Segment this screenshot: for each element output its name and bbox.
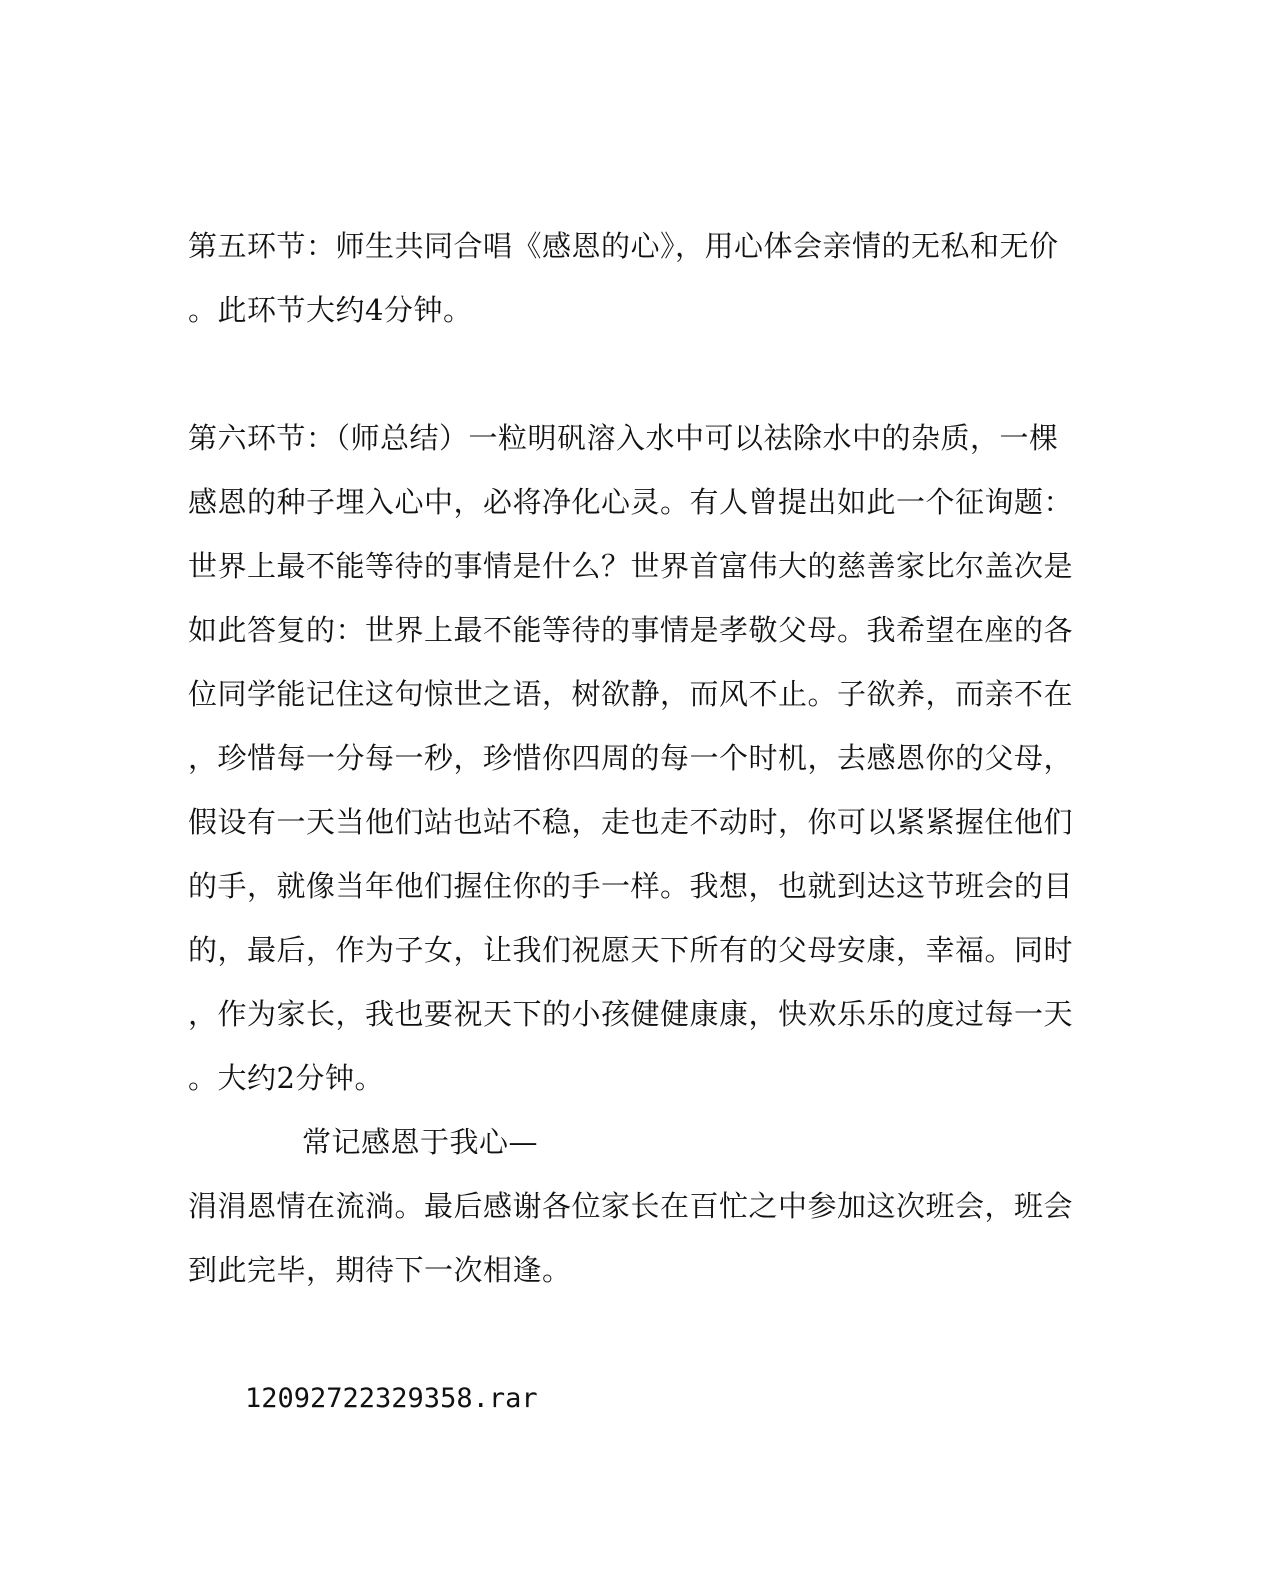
- closing-line-2: 到此完毕，期待下一次相逢。: [188, 1253, 572, 1287]
- section5-line-1: 第五环节：师生共同合唱《感恩的心》，用心体会亲情的无私和无价: [188, 229, 1059, 263]
- section6-line-7: 假设有一天当他们站也站不稳，走也走不动时，你可以紧紧握住他们: [188, 805, 1074, 839]
- section6-line-8: 的手，就像当年他们握住你的手一样。我想，也就到达这节班会的目: [188, 869, 1074, 903]
- section6-line-4: 如此答复的：世界上最不能等待的事情是孝敬父母。我希望在座的各: [188, 613, 1074, 647]
- section6-line-3: 世界上最不能等待的事情是什么？世界首富伟大的慈善家比尔盖次是: [188, 549, 1074, 583]
- section6-line-6: ，珍惜每一分每一秒，珍惜你四周的每一个时机，去感恩你的父母，: [188, 741, 1074, 775]
- section6-line-5: 位同学能记住这句惊世之语，树欲静，而风不止。子欲养，而亲不在: [188, 677, 1074, 711]
- section6-line-2: 感恩的种子埋入心中，必将净化心灵。有人曾提出如此一个征询题：: [188, 485, 1074, 519]
- closing-heading: 常记感恩于我心—: [302, 1125, 539, 1159]
- section6-line-11: 。大约2分钟。: [188, 1061, 384, 1095]
- section6-line-9: 的，最后，作为子女，让我们祝愿天下所有的父母安康，幸福。同时: [188, 933, 1074, 967]
- section6-line-10: ，作为家长，我也要祝天下的小孩健健康康，快欢乐乐的度过每一天: [188, 997, 1074, 1031]
- section5-line-2: 。此环节大约4分钟。: [188, 293, 473, 327]
- section6-line-1: 第六环节：（师总结）一粒明矾溶入水中可以祛除水中的杂质，一棵: [188, 421, 1059, 455]
- attachment-filename: 12092722329358.rar: [245, 1383, 538, 1414]
- closing-line-1: 涓涓恩情在流淌。最后感谢各位家长在百忙之中参加这次班会，班会: [188, 1189, 1074, 1223]
